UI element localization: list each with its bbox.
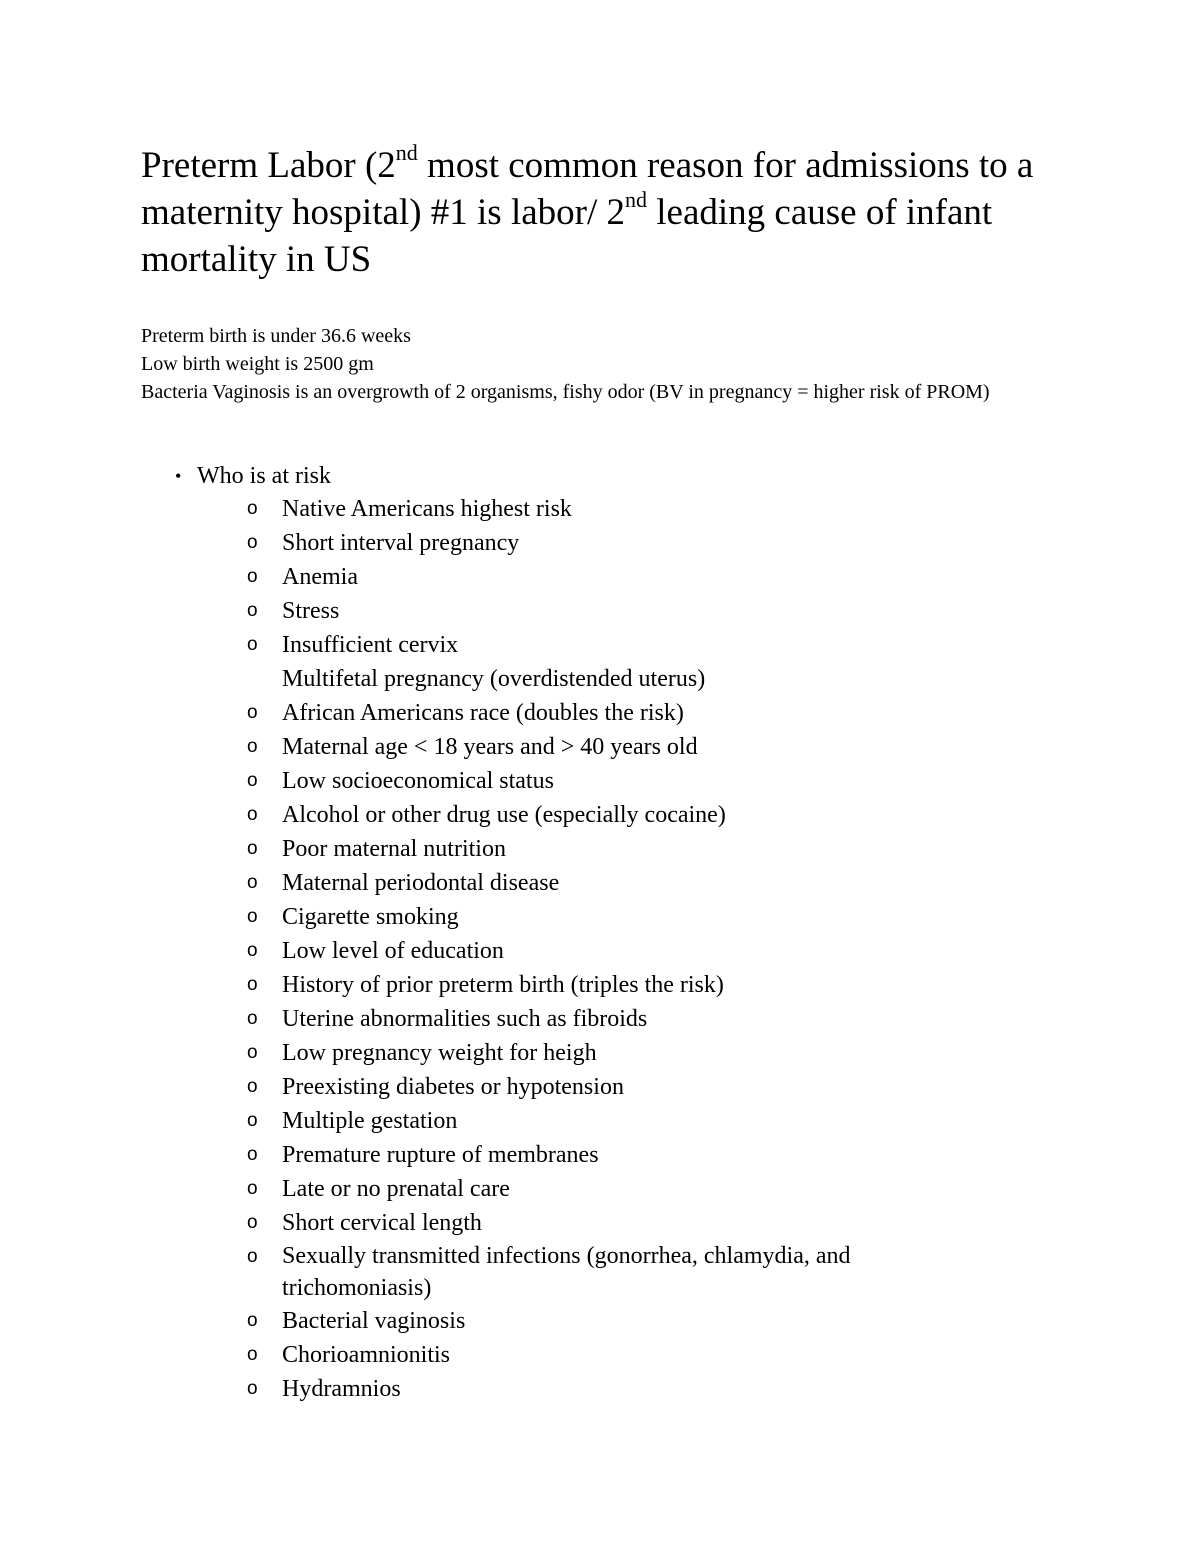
circle-bullet-icon: o <box>247 1310 258 1331</box>
circle-bullet-icon: o <box>247 702 258 723</box>
risk-factor-text: Preexisting diabetes or hypotension <box>282 1074 624 1100</box>
list-item <box>247 866 1061 900</box>
list-item <box>247 1104 1061 1138</box>
list-item <box>247 560 1061 594</box>
circle-bullet-icon: o <box>247 770 258 791</box>
risk-factor-text: Maternal age < 18 years and > 40 years old <box>282 734 698 760</box>
list-item <box>247 594 1061 628</box>
risk-factor-text: Low socioeconomical status <box>282 768 554 794</box>
circle-bullet-icon: o <box>247 1246 258 1267</box>
list-item <box>247 1206 1061 1240</box>
risk-factor-text: Low level of education <box>282 938 504 964</box>
circle-bullet-icon: o <box>247 838 258 859</box>
list-item <box>247 764 1061 798</box>
circle-bullet-icon: o <box>247 634 258 655</box>
risk-factor-text: Poor maternal nutrition <box>282 836 506 862</box>
risk-factor-text: Bacterial vaginosis <box>282 1308 466 1334</box>
risk-factor-text: African Americans race (doubles the risk) <box>282 700 684 726</box>
intro-line: Preterm birth is under 36.6 weeks <box>141 325 411 347</box>
circle-bullet-icon: o <box>247 940 258 961</box>
risk-factor-text: Chorioamnionitis <box>282 1342 450 1368</box>
risk-heading-item <box>141 460 1061 1406</box>
title-part-2: most common reason for admissions to a maternity hospital) #1 is labor/ 2 <box>141 145 1034 233</box>
risk-factor-list <box>247 492 1061 1406</box>
circle-bullet-icon: o <box>247 1110 258 1131</box>
intro-line: Low birth weight is 2500 gm <box>141 353 374 375</box>
circle-bullet-icon: o <box>247 1144 258 1165</box>
risk-factor-text: Native Americans highest risk <box>282 496 572 522</box>
list-item <box>247 1240 1061 1304</box>
title-superscript-2: nd <box>625 186 647 212</box>
circle-bullet-icon: o <box>247 566 258 587</box>
circle-bullet-icon: o <box>247 1212 258 1233</box>
risk-factor-text: Anemia <box>282 564 358 590</box>
intro-line: Bacteria Vaginosis is an overgrowth of 2 organisms, fishy odor (BV in pregnancy = higher risk of PROM) <box>141 381 990 403</box>
risk-factor-text: Low pregnancy weight for heigh <box>282 1040 597 1066</box>
risk-factor-text: Hydramnios <box>282 1376 401 1402</box>
risk-factor-text: Multiple gestation <box>282 1108 458 1134</box>
list-item <box>247 1172 1061 1206</box>
bullet-icon: • <box>175 466 182 486</box>
list-item <box>247 900 1061 934</box>
risk-factor-text: Maternal periodontal disease <box>282 870 560 896</box>
circle-bullet-icon: o <box>247 600 258 621</box>
list-item <box>247 1338 1061 1372</box>
risk-factor-text: Short cervical length <box>282 1210 482 1236</box>
risk-heading: Who is at risk <box>197 463 331 489</box>
list-item <box>247 492 1061 526</box>
risk-factor-text: Insufficient cervix <box>282 632 459 658</box>
list-item <box>247 1036 1061 1070</box>
risk-factor-text: History of prior preterm birth (triples the risk) <box>282 972 724 998</box>
title-part-3: leading cause of infant mortality in US <box>141 192 993 280</box>
list-item <box>247 798 1061 832</box>
risk-factor-continuation: trichomoniasis) <box>282 1275 432 1301</box>
list-item <box>247 730 1061 764</box>
list-item <box>247 968 1061 1002</box>
risk-factor-text: Cigarette smoking <box>282 904 459 930</box>
list-item <box>247 832 1061 866</box>
intro-notes <box>141 322 1061 406</box>
list-item <box>247 526 1061 560</box>
circle-bullet-icon: o <box>247 736 258 757</box>
risk-factor-text: Premature rupture of membranes <box>282 1142 599 1168</box>
risk-factor-text: Multifetal pregnancy (overdistended uterus) <box>282 666 706 692</box>
list-item <box>247 934 1061 968</box>
list-item <box>282 662 1061 696</box>
circle-bullet-icon: o <box>247 1042 258 1063</box>
risk-factor-text: Sexually transmitted infections (gonorrhea, chlamydia, and <box>282 1243 851 1269</box>
risk-factor-text: Uterine abnormalities such as fibroids <box>282 1006 648 1032</box>
title-superscript-1: nd <box>395 139 418 165</box>
list-item <box>247 628 1061 662</box>
list-item <box>247 1002 1061 1036</box>
circle-bullet-icon: o <box>247 532 258 553</box>
circle-bullet-icon: o <box>247 498 258 519</box>
title-part-1: Preterm Labor (2 <box>141 145 396 186</box>
risk-factor-text: Stress <box>282 598 340 624</box>
list-item <box>247 1070 1061 1104</box>
circle-bullet-icon: o <box>247 1378 258 1399</box>
risk-factor-text: Late or no prenatal care <box>282 1176 510 1202</box>
risk-factor-text: Short interval pregnancy <box>282 530 520 556</box>
list-item <box>247 1372 1061 1406</box>
risk-factor-text: Alcohol or other drug use (especially cocaine) <box>282 802 726 828</box>
circle-bullet-icon: o <box>247 804 258 825</box>
circle-bullet-icon: o <box>247 974 258 995</box>
list-item <box>247 1138 1061 1172</box>
risk-list <box>141 460 1061 1406</box>
list-item <box>247 696 1061 730</box>
circle-bullet-icon: o <box>247 1008 258 1029</box>
circle-bullet-icon: o <box>247 1076 258 1097</box>
circle-bullet-icon: o <box>247 1344 258 1365</box>
circle-bullet-icon: o <box>247 906 258 927</box>
circle-bullet-icon: o <box>247 1178 258 1199</box>
circle-bullet-icon: o <box>247 872 258 893</box>
list-item <box>247 1304 1061 1338</box>
page-title <box>141 139 1061 283</box>
